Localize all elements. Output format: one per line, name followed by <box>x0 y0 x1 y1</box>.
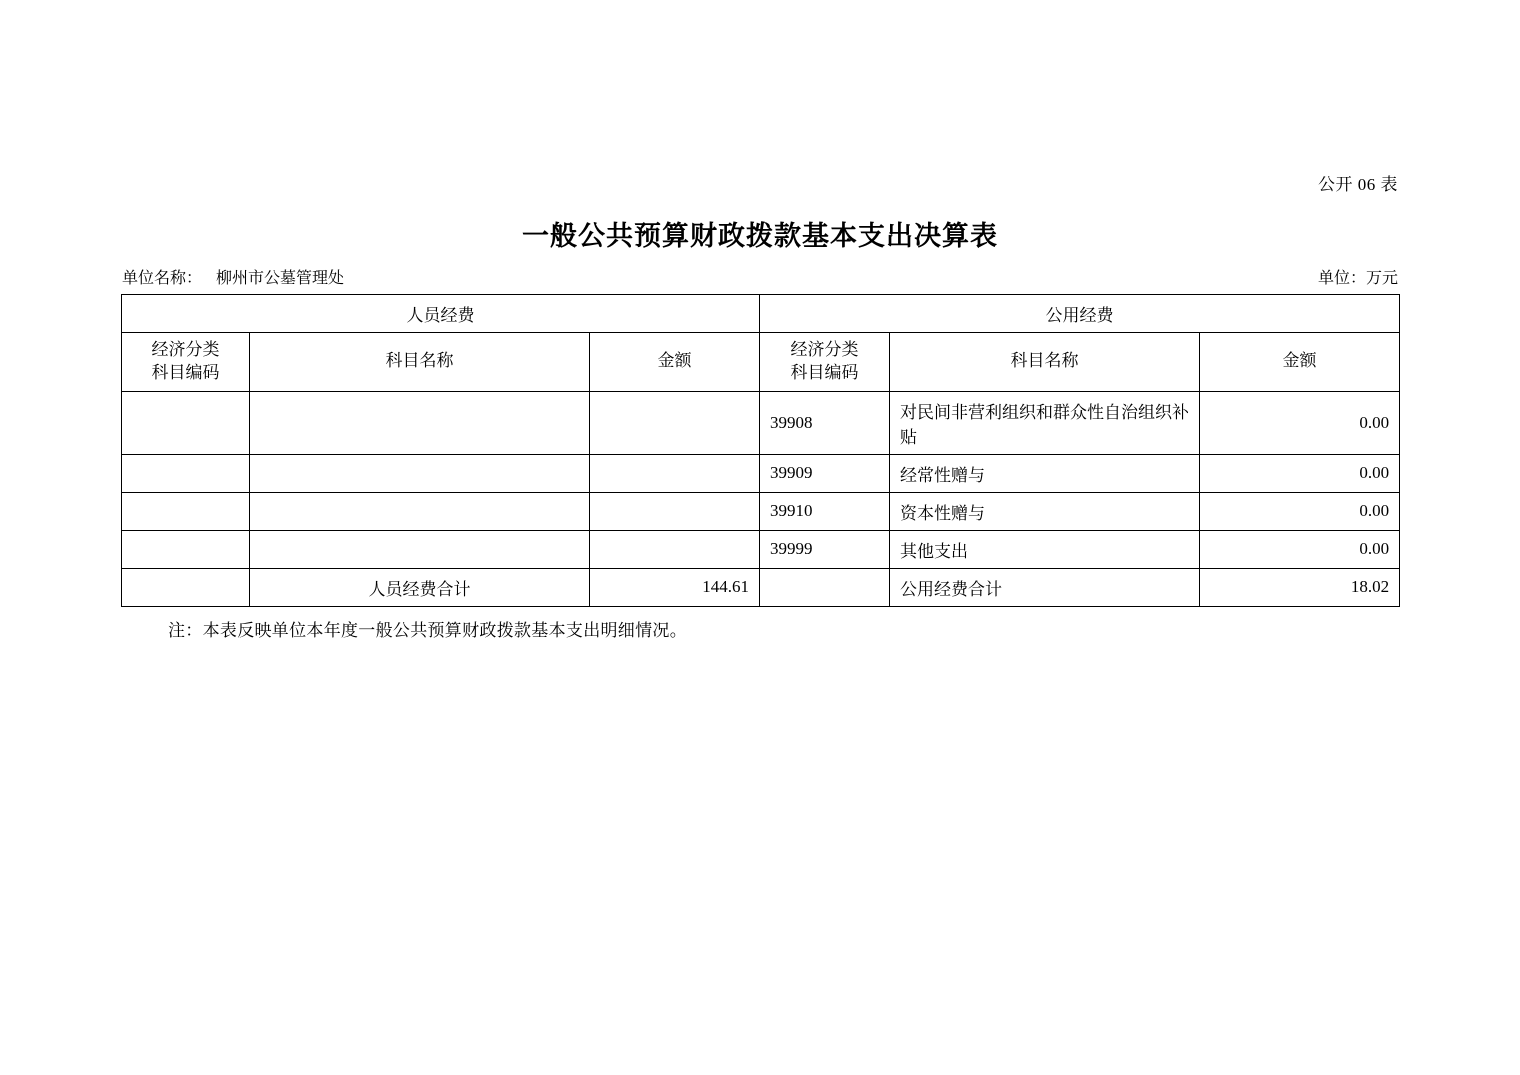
cell-personnel-name <box>250 454 590 492</box>
cell-total-personnel-label: 人员经费合计 <box>250 568 590 606</box>
cell-public-amount: 0.00 <box>1200 454 1400 492</box>
col-header-public-name: 科目名称 <box>890 333 1200 392</box>
cell-personnel-amount <box>590 454 760 492</box>
cell-public-name: 其他支出 <box>890 530 1200 568</box>
cell-public-amount: 0.00 <box>1200 530 1400 568</box>
cell-personnel-code <box>122 492 250 530</box>
cell-personnel-amount <box>590 492 760 530</box>
cell-public-code: 39999 <box>760 530 890 568</box>
cell-personnel-code <box>122 454 250 492</box>
table-row <box>122 391 1400 454</box>
cell-total-public-code <box>760 568 890 606</box>
table-column-header-row <box>122 333 1400 392</box>
col-header-public-amount: 金额 <box>1200 333 1400 392</box>
col-header-personnel-code-line1: 经济分类 <box>151 340 220 359</box>
group-header-public: 公用经费 <box>760 295 1400 333</box>
table-row <box>122 530 1400 568</box>
table-row <box>122 492 1400 530</box>
unit-name-value: 柳州市公墓管理处 <box>216 270 345 287</box>
table-group-header-row <box>122 295 1400 333</box>
budget-table <box>121 294 1400 607</box>
cell-total-public-amount: 18.02 <box>1200 568 1400 606</box>
form-code: 公开 06 表 <box>1318 175 1398 194</box>
cell-public-amount: 0.00 <box>1200 391 1400 454</box>
col-header-public-code <box>760 333 890 392</box>
cell-public-name: 对民间非营利组织和群众性自治组织补贴 <box>890 391 1200 454</box>
cell-total-personnel-code <box>122 568 250 606</box>
meta-row <box>122 265 1398 288</box>
cell-public-code: 39909 <box>760 454 890 492</box>
col-header-personnel-amount: 金额 <box>590 333 760 392</box>
col-header-personnel-name: 科目名称 <box>250 333 590 392</box>
table-row <box>122 454 1400 492</box>
col-header-public-code-line2: 科目编码 <box>790 362 859 382</box>
cell-public-name: 经常性赠与 <box>890 454 1200 492</box>
cell-total-public-label: 公用经费合计 <box>890 568 1200 606</box>
cell-personnel-name <box>250 530 590 568</box>
cell-public-name: 资本性赠与 <box>890 492 1200 530</box>
group-header-personnel: 人员经费 <box>122 295 760 333</box>
cell-personnel-code <box>122 530 250 568</box>
col-header-personnel-code <box>122 333 250 392</box>
unit-name-label: 单位名称： <box>122 270 203 287</box>
unit-name-block <box>122 265 344 288</box>
table-total-row <box>122 568 1400 606</box>
col-header-personnel-code-line2: 科目编码 <box>151 362 220 382</box>
unit-measure: 单位：万元 <box>1317 270 1398 287</box>
cell-public-code: 39908 <box>760 391 890 454</box>
cell-total-personnel-amount: 144.61 <box>590 568 760 606</box>
cell-personnel-amount <box>590 391 760 454</box>
cell-public-amount: 0.00 <box>1200 492 1400 530</box>
cell-personnel-amount <box>590 530 760 568</box>
cell-personnel-name <box>250 492 590 530</box>
table-note: 注：本表反映单位本年度一般公共预算财政拨款基本支出明细情况。 <box>168 621 687 640</box>
cell-personnel-code <box>122 391 250 454</box>
page-title: 一般公共预算财政拨款基本支出决算表 <box>522 221 998 251</box>
cell-personnel-name <box>250 391 590 454</box>
cell-public-code: 39910 <box>760 492 890 530</box>
col-header-public-code-line1: 经济分类 <box>790 340 859 359</box>
